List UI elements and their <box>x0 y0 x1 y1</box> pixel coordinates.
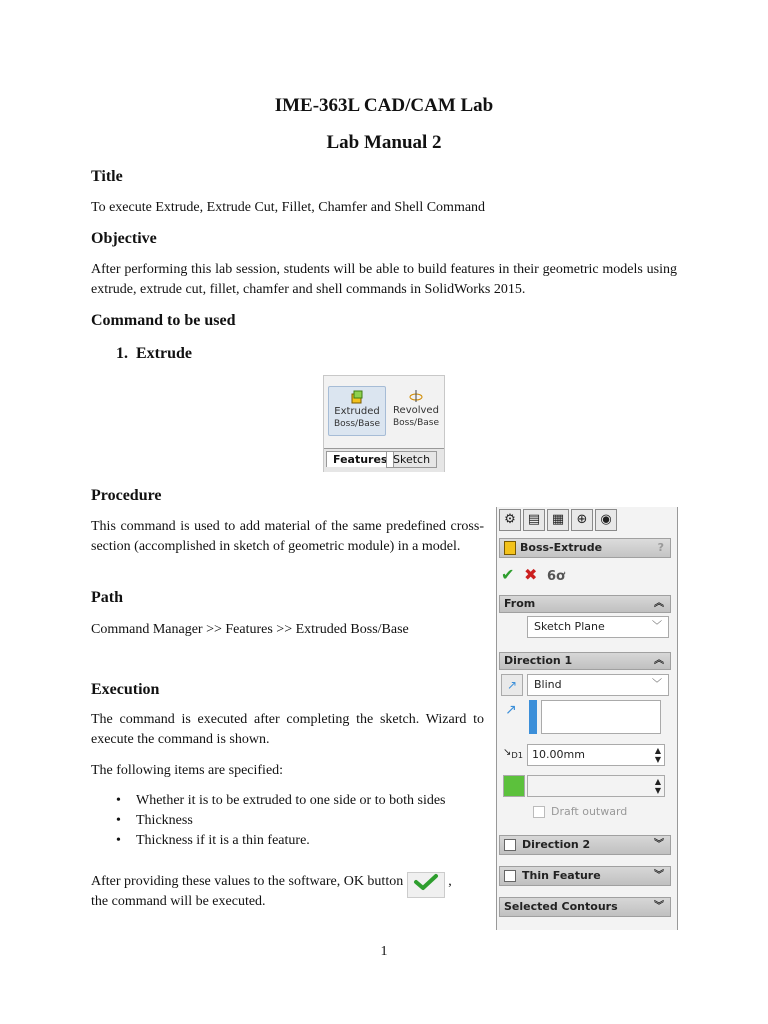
thin-feature-group-header[interactable]: Thin Feature ︾ <box>499 866 671 886</box>
checkbox-icon[interactable] <box>504 839 516 851</box>
boss-extrude-icon <box>504 541 516 555</box>
collapse-icon: ︽ <box>654 598 664 609</box>
configuration-icon[interactable]: ▦ <box>547 509 569 531</box>
collapse-icon: ︽ <box>654 655 664 666</box>
revolved-label-1: Revolved <box>393 405 439 416</box>
panel-title: Boss-Extrude ? <box>499 538 671 558</box>
ok-check-icon <box>407 872 445 898</box>
ok-icon[interactable]: ✔ <box>501 565 515 584</box>
list-item: • Whether it is to be extruded to one side or to both sides <box>116 793 446 808</box>
cancel-icon[interactable]: ✖ <box>523 565 538 584</box>
title-heading: Title <box>91 168 123 185</box>
path-heading: Path <box>91 589 123 606</box>
items-intro: The following items are specified: <box>91 763 284 778</box>
chevron-down-icon: ﹀ <box>652 679 662 690</box>
extruded-label-2: Boss/Base <box>333 419 380 429</box>
from-group-header[interactable]: From ︽ <box>499 595 671 613</box>
toolbar-tabs <box>324 448 444 472</box>
action-icons <box>501 565 565 584</box>
spin-arrows-icon[interactable]: ▲ ▼ <box>654 746 661 764</box>
ok-text-line2: the command will be executed. <box>91 894 266 909</box>
direction-selection-marker <box>529 700 537 734</box>
extruded-label-1: Extruded <box>334 406 380 417</box>
list-item: • Thickness if it is a thin feature. <box>116 833 310 848</box>
dimxpert-icon[interactable]: ⊕ <box>571 509 593 531</box>
title-text: To execute Extrude, Extrude Cut, Fillet, Chamfer and Shell Command <box>91 200 486 215</box>
revolved-boss-button[interactable] <box>388 386 444 434</box>
display-manager-icon[interactable]: ◉ <box>595 509 617 531</box>
depth-icon: $↘_{D1}$ <box>503 747 524 760</box>
path-text: Command Manager >> Features >> Extruded Boss/Base <box>91 622 409 637</box>
help-icon[interactable]: ? <box>657 541 664 554</box>
command-item: 1. Extrude <box>116 345 192 362</box>
extruded-boss-button[interactable] <box>328 386 386 436</box>
ok-text-after: , <box>448 874 452 889</box>
checkbox-icon[interactable] <box>504 870 516 882</box>
spin-arrows-icon[interactable]: ▲ ▼ <box>654 777 661 795</box>
course-title: IME-363L CAD/CAM Lab <box>274 95 494 116</box>
direction-arrow-icon: ↗ <box>505 702 517 718</box>
tab-sketch[interactable]: Sketch <box>386 451 437 468</box>
reverse-direction-icon[interactable]: ↗ <box>501 674 523 696</box>
execution-heading: Execution <box>91 681 160 698</box>
draft-outward-checkbox[interactable]: Draft outward <box>533 805 627 818</box>
manual-title: Lab Manual 2 <box>326 132 442 153</box>
expand-icon: ︾ <box>654 870 664 881</box>
preview-icon[interactable]: 6ơ <box>546 569 565 584</box>
direction1-group-header[interactable]: Direction 1 ︽ <box>499 652 671 670</box>
property-manager-icon[interactable]: ▤ <box>523 509 545 531</box>
revolved-label-2: Boss/Base <box>392 418 439 428</box>
direction-selection-box[interactable] <box>541 700 661 734</box>
revolve-icon <box>388 389 444 405</box>
from-select[interactable]: Sketch Plane ﹀ <box>527 616 669 638</box>
direction2-group-header[interactable]: Direction 2 ︾ <box>499 835 671 855</box>
draft-icon[interactable] <box>503 775 525 797</box>
boss-extrude-panel <box>496 507 678 930</box>
bullet-list <box>116 791 446 851</box>
feature-manager-icon[interactable]: ⚙ <box>499 509 521 531</box>
page-number: 1 <box>380 944 388 959</box>
objective-heading: Objective <box>91 230 157 247</box>
list-item: • Thickness <box>116 813 193 828</box>
objective-text: After performing this lab session, students will be able to build features in their geometric models using extrude, extrude cut, fillet, chamfer and shell commands in SolidWorks 2015. <box>91 262 677 297</box>
features-toolbar <box>323 375 445 472</box>
procedure-text: This command is used to add material of the same predefined cross-section (accomplished in sketch of geometric module) in a model. <box>91 519 484 554</box>
extrude-icon <box>329 390 385 406</box>
procedure-heading: Procedure <box>91 487 162 504</box>
tab-features[interactable]: Features <box>326 451 394 467</box>
ok-text-before: After providing these values to the software, OK button <box>91 874 404 889</box>
checkbox-icon <box>533 806 545 818</box>
selected-contours-group-header[interactable]: Selected Contours ︾ <box>499 897 671 917</box>
draft-angle-input[interactable] <box>527 775 665 797</box>
chevron-down-icon: ﹀ <box>652 621 662 632</box>
end-condition-select[interactable]: Blind ﹀ <box>527 674 669 696</box>
execution-text: The command is executed after completing the sketch. Wizard to execute the command is shown. <box>91 712 484 747</box>
depth-input[interactable]: 10.00mm ▲ ▼ <box>527 744 665 766</box>
expand-icon: ︾ <box>654 901 664 912</box>
command-heading: Command to be used <box>91 312 236 329</box>
expand-icon: ︾ <box>654 839 664 850</box>
